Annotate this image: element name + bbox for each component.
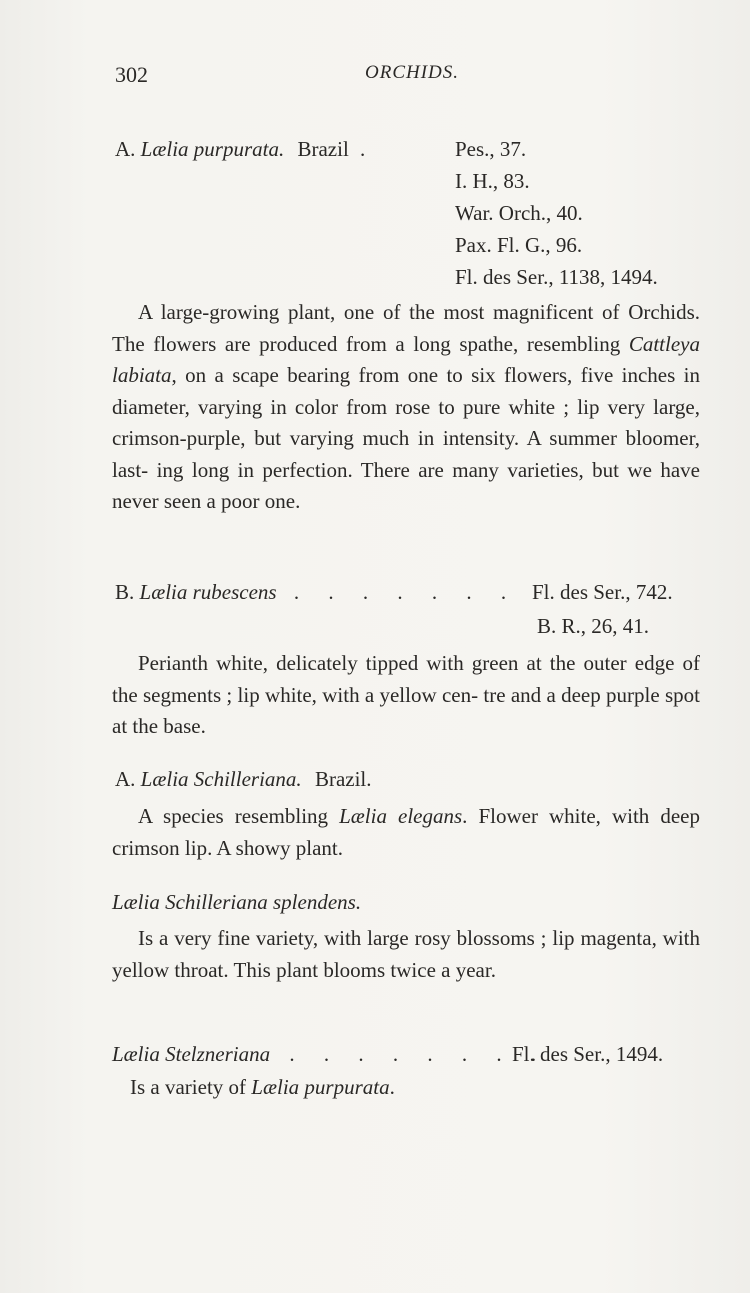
page-number: 302 — [115, 62, 148, 87]
leader-dots: . . . . . . . — [293, 580, 519, 604]
leader-dots: . . . . . . . . — [289, 1042, 549, 1066]
origin: Brazil. — [314, 767, 372, 791]
reference: Pax. Fl. G., 96. — [455, 233, 583, 257]
reference: Fl. des Ser., 742. — [532, 580, 673, 604]
species-name: Lælia Schilleriana. — [140, 767, 302, 791]
description-paragraph: Is a very fine variety, with large rosy blossoms ; lip magenta, with yellow throat. This plant blooms twice a year. — [112, 926, 701, 982]
entry-schilleriana-heading — [115, 767, 372, 792]
reference: Pes., 37. — [455, 137, 527, 161]
reference: I. H., 83. — [455, 169, 530, 193]
variety-name: Lælia Schilleriana splendens. — [112, 890, 362, 914]
page-header — [115, 62, 695, 92]
reference: Fl. des Ser., 1138, 1494. — [455, 265, 658, 289]
origin: Brazil — [297, 137, 349, 161]
reference-list — [455, 133, 658, 293]
reference: War. Orch., 40. — [455, 201, 583, 225]
species-name: Lælia Stelzneriana — [112, 1042, 271, 1066]
entry-grade: A. — [115, 137, 136, 161]
species-name: Lælia rubescens — [139, 580, 277, 604]
entry-rubescens-heading — [115, 580, 518, 605]
entry-stelzneriana-heading — [112, 1042, 548, 1067]
reference: B. R., 26, 41. — [537, 614, 650, 638]
entry-grade: B. — [115, 580, 135, 604]
description-paragraph: A large-growing plant, one of the most magnificent of Orchids. The flowers are produced from a long spathe, resembling Cattleya labiata, on a scape bearing from one to six flowers, five inches in diameter, varying in color from rose to pure white ; lip very large, crimson-purple, but varying much in intensity. A summer bloomer, last- ing long in perfection. There are many varieties, but we have never seen a poor one. — [112, 300, 701, 513]
description-paragraph: Is a variety of Lælia purpurata. — [130, 1075, 395, 1099]
description-paragraph: Perianth white, delicately tipped with green at the outer edge of the segments ; lip white, with a yellow cen- tre and a deep purple spot at the base. — [112, 651, 701, 738]
reference: Fl. des Ser., 1494. — [512, 1042, 664, 1066]
running-head: ORCHIDS. — [365, 62, 460, 83]
description-paragraph: A species resembling Lælia elegans. Flower white, with deep crimson lip. A showy plant. — [112, 804, 700, 860]
entry-grade: A. — [115, 767, 136, 791]
species-name: Lælia purpurata. — [140, 137, 285, 161]
separator: . — [360, 137, 366, 161]
entry-purpurata-heading — [115, 137, 365, 162]
